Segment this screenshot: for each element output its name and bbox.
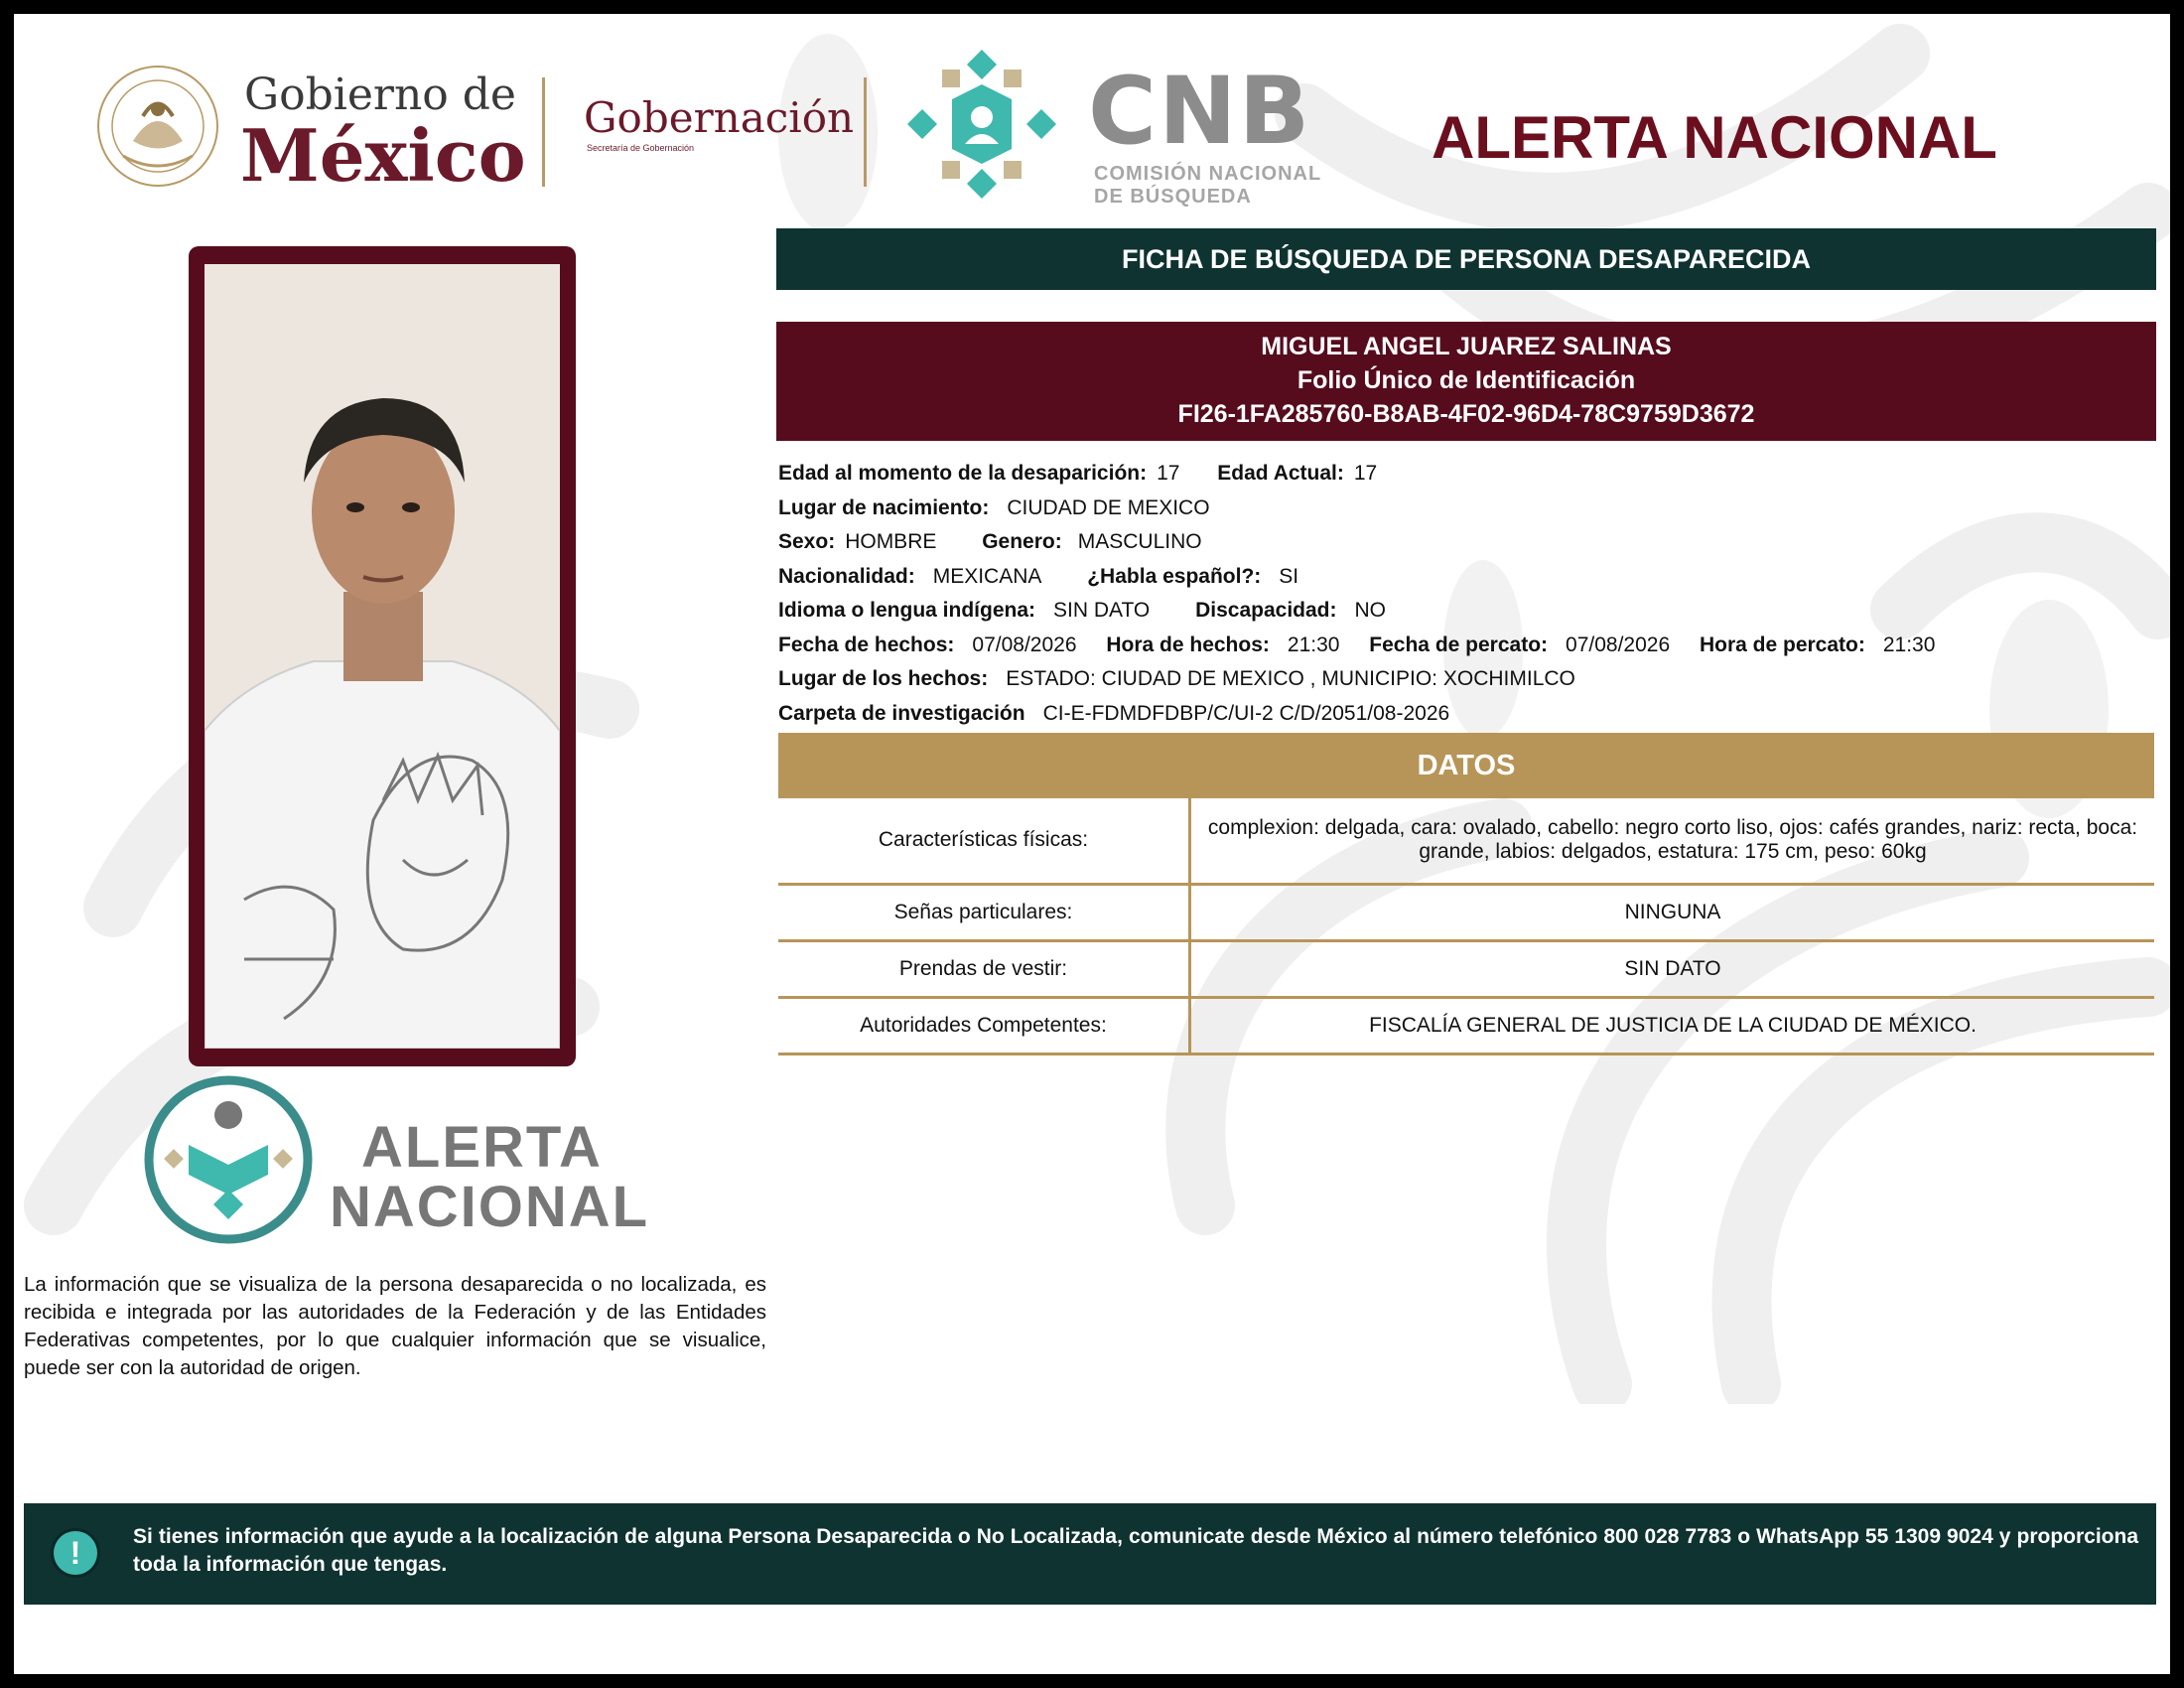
person-info (778, 457, 2158, 731)
lugar-hechos-value: ESTADO: CIUDAD DE MEXICO , MUNICIPIO: XOCHIMILCO (1006, 667, 1575, 690)
alerta-nacional-title: ALERTA NACIONAL (1432, 104, 1997, 171)
info-row-lugar-hechos (778, 662, 2158, 697)
fecha-percato-label: Fecha de percato: (1369, 633, 1549, 656)
idioma-value: SIN DATO (1053, 599, 1151, 622)
table-row (778, 997, 2154, 1054)
header-divider (864, 77, 867, 187)
genero-value: MASCULINO (1077, 530, 1202, 553)
datos-label: Prendas de vestir: (778, 940, 1190, 997)
datos-value: SIN DATO (1190, 940, 2155, 997)
alerta-logo-line2: NACIONAL (330, 1175, 650, 1239)
sexo-label: Sexo: (778, 530, 836, 553)
photo-frame (189, 246, 576, 1066)
table-row (778, 940, 2154, 997)
mexico-label: México (240, 113, 526, 198)
hora-percato-value: 21:30 (1882, 633, 1936, 656)
cnb-emblem-icon (897, 40, 1066, 209)
datos-label: Autoridades Competentes: (778, 997, 1190, 1054)
info-row-nacimiento (778, 492, 2158, 526)
lugar-nacimiento-label: Lugar de nacimiento: (778, 495, 990, 519)
idioma-label: Idioma o lengua indígena: (778, 599, 1036, 622)
alerta-logo-line1: ALERTA (361, 1115, 603, 1180)
info-row-fechas (778, 629, 2158, 663)
cnb-logo-text: CNB (1088, 58, 1312, 166)
header-divider (542, 77, 545, 187)
edad-desaparicion-label: Edad al momento de la desaparición: (778, 462, 1148, 485)
datos-header: DATOS (778, 733, 2154, 798)
fecha-hechos-value: 07/08/2026 (972, 633, 1077, 656)
mexico-seal-icon (93, 62, 222, 191)
genero-label: Genero: (982, 530, 1062, 553)
datos-table (778, 798, 2154, 1055)
datos-value: FISCALÍA GENERAL DE JUSTICIA DE LA CIUDAD DE MÉXICO. (1190, 997, 2155, 1054)
discapacidad-value: NO (1354, 599, 1386, 622)
cnb-subtitle-line1: COMISIÓN NACIONAL (1094, 163, 1322, 185)
datos-label: Características físicas: (778, 798, 1190, 884)
edad-desaparicion-value: 17 (1157, 462, 1180, 485)
lugar-hechos-label: Lugar de los hechos: (778, 667, 989, 690)
datos-value: complexion: delgada, cara: ovalado, cabello: negro corto liso, ojos: cafés grandes, nariz: recta, boca: grande, labios: delgados, estatura: 175 cm, peso: 60kg (1190, 798, 2155, 884)
alert-icon: ! (54, 1531, 97, 1575)
person-name: MIGUEL ANGEL JUAREZ SALINAS (1261, 333, 1672, 360)
ficha-banner: FICHA DE BÚSQUEDA DE PERSONA DESAPARECIDA (776, 228, 2156, 290)
folio-label: Folio Único de Identificación (1297, 366, 1636, 394)
info-row-sexo (778, 525, 2158, 560)
nacionalidad-label: Nacionalidad: (778, 564, 915, 588)
fecha-percato-value: 07/08/2026 (1566, 633, 1671, 656)
fecha-hechos-label: Fecha de hechos: (778, 633, 955, 656)
discapacidad-label: Discapacidad: (1195, 599, 1337, 622)
folio-value: FI26-1FA285760-B8AB-4F02-96D4-78C9759D3672 (1177, 400, 1755, 428)
edad-actual-value: 17 (1353, 462, 1378, 485)
footer-banner (24, 1503, 2156, 1605)
gobierno-de-label: Gobierno de (244, 70, 516, 120)
cnb-subtitle-line2: DE BÚSQUEDA (1094, 186, 1252, 208)
hora-percato-label: Hora de percato: (1699, 633, 1865, 656)
info-row-nacionalidad (778, 560, 2158, 595)
gobernacion-sub-label: Secretaría de Gobernación (587, 143, 695, 153)
cnb-subtitle (1094, 163, 1362, 209)
habla-espanol-label: ¿Habla español?: (1087, 564, 1262, 588)
edad-actual-label: Edad Actual: (1217, 462, 1344, 485)
alert-page (14, 14, 2170, 1674)
datos-value: NINGUNA (1190, 884, 2155, 940)
info-row-edad (778, 457, 2158, 492)
alerta-nacional-logo-icon (139, 1070, 318, 1249)
sexo-value: HOMBRE (845, 530, 937, 553)
table-row (778, 798, 2154, 884)
datos-label: Señas particulares: (778, 884, 1190, 940)
info-row-carpeta (778, 697, 2158, 732)
carpeta-label: Carpeta de investigación (778, 701, 1025, 725)
carpeta-value: CI-E-FDMDFDBP/C/UI-2 C/D/2051/08-2026 (1042, 701, 1450, 725)
disclaimer-text: La información que se visualiza de la persona desaparecida o no localizada, es recibida e integrada por las autoridades de la Federación y de las Entidades Federativas competentes, por lo que cualquier información que se visualice, puede ser con la autoridad de origen. (24, 1273, 766, 1379)
person-photo (205, 264, 560, 1049)
nacionalidad-value: MEXICANA (932, 564, 1042, 588)
table-row (778, 884, 2154, 940)
footer-message: Si tienes información que ayude a la localización de alguna Persona Desaparecida o No Localizada, comunicate desde México al número telefónico 800 028 7783 o WhatsApp 55 1309 9024 y proporciona toda la información que tengas. (133, 1525, 2138, 1576)
person-banner (776, 322, 2156, 441)
info-row-idioma (778, 594, 2158, 629)
habla-espanol-value: SI (1279, 564, 1299, 588)
gobernacion-label: Gobernación (584, 93, 855, 142)
hora-hechos-label: Hora de hechos: (1106, 633, 1270, 656)
lugar-nacimiento-value: CIUDAD DE MEXICO (1007, 495, 1210, 519)
hora-hechos-value: 21:30 (1287, 633, 1340, 656)
